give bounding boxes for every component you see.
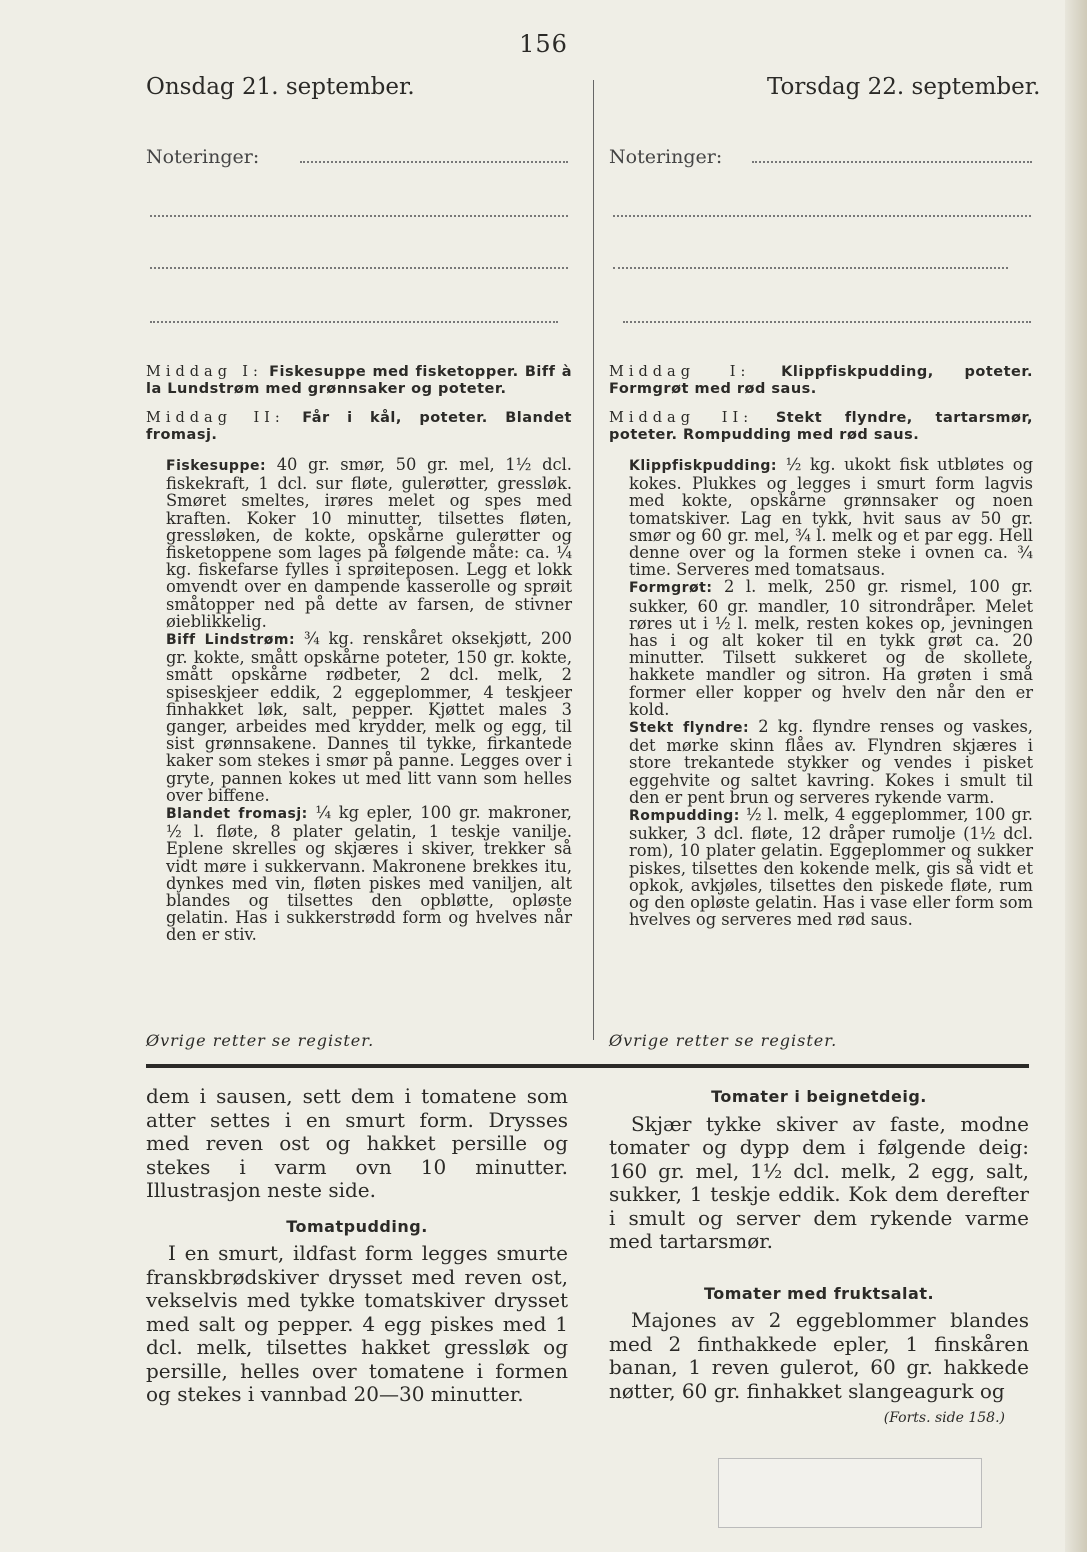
recipe-text: 40 gr. smør, 50 gr. mel, 1½ dcl. fiskekraft, 1 dcl. sur fløte, gulerøtter, gressløk. Smøret smeltes, irøres melet og spes med kraften. Koker 10 minutter, tilsettes fløten, gressløken, de kokte, opskårne gulerøtter og fisketoppene som lages på følgende måte: ca. ¼ kg. fiskefarse fylles i sprøiteposen. Legg et lokk omvendt over en dampende kasserolle og sprøit småtopper ned på dette av farsen, de stivner øieblikkelig. [166, 455, 572, 631]
notes-line-left [300, 160, 568, 163]
menu-text: Stekt flyndre, tartarsmør, poteter. Rompudding med rød saus. [609, 410, 1033, 443]
recipe-text: ½ kg. ukokt fisk utbløtes og kokes. Plukkes og legges i smurt form lagvis med kokte, opskårne grønnsaker og noen tomatskiver. Lag en tykk, hvit saus av 50 gr. smør og 60 gr. mel, ¾ l. melk og et par egg. Hell denne over og la formen steke i ovnen ca. ¾ time. Serveres med tomatsaus. [629, 455, 1033, 580]
notes-line-right [752, 160, 1032, 163]
heading-tomater-i-beignetdeig: Tomater i beignetdeig. [711, 1087, 927, 1106]
notes-line-right [623, 320, 1031, 323]
menu-label: Middag II: [146, 410, 285, 426]
recipe-title: Formgrøt: [629, 580, 713, 597]
notes-line-left [150, 214, 568, 217]
recipe-klippfiskpudding [609, 456, 1033, 578]
menu-2-right [609, 410, 1033, 444]
left-recipes [146, 364, 572, 944]
menu-label: Middag II: [609, 410, 754, 426]
recipe-title: Blandet fromasj: [166, 806, 308, 823]
menu-label: Middag I: [609, 364, 751, 380]
date-heading-left: Onsdag 21. september. [146, 74, 415, 100]
menu-2-left [146, 410, 572, 444]
notes-line-right [613, 266, 1008, 269]
recipe-text: ½ l. melk, 4 eggeplommer, 100 gr. sukker, 3 dcl. fløte, 12 dråper rumolje (1½ dcl. rom), 10 plater gelatin. Eggeplommer og sukker piskes, tilsettes den kokende melk, gis så vidt et opkok, avkjøles, tilsettes den piskede fløte, rum og den opløste gelatin. Has i vase eller form som hvelves og serveres med rød saus. [629, 805, 1033, 930]
recipe-formgrot [609, 578, 1033, 718]
notes-label-left: Noteringer: [146, 146, 260, 168]
heading-tomatpudding: Tomatpudding. [286, 1216, 428, 1236]
right-recipes [609, 364, 1033, 928]
lower-left-text [146, 1085, 568, 1407]
lower-right-text [609, 1085, 1029, 1431]
recipe-title: Stekt flyndre: [629, 720, 750, 737]
section-rule [146, 1064, 1029, 1068]
recipe-stekt-flyndre [609, 718, 1033, 806]
recipe-title: Biff Lindstrøm: [166, 632, 296, 649]
recipe-rompudding [609, 806, 1033, 928]
recipe-text: 2 kg. flyndre renses og vaskes, det mørke skinn flåes av. Flyndren skjæres i store trekantede stykker og vendes i pisket eggehvite og saltet kavring. Kokes i smult til den er pent brun og serveres rykende varm. [629, 717, 1033, 807]
menu-text: Klippfiskpudding, poteter. Formgrøt med rød saus. [609, 364, 1033, 397]
recipe-text: 2 l. melk, 250 gr. rismel, 100 gr. sukker, 60 gr. mandler, 10 sitrondråper. Melet røres ut i ½ l. melk, resten kokes op, jevningen has i og alt koker til en tykk grøt ca. 20 minutter. Tilsett sukkeret og de skollete, hakkete mandler og sitron. Ha grøten i små former eller kopper og hvelv den når den er kold. [629, 577, 1033, 719]
menu-label: Middag I: [146, 364, 263, 380]
menu-1-left [146, 364, 572, 398]
notes-line-left [150, 266, 568, 269]
paragraph: dem i sausen, sett dem i tomatene som atter settes i en smurt form. Drysses med reven ost og hakket persille og stekes i varm ovn 10 minutter. Illustrasjon neste side. [146, 1084, 568, 1202]
date-heading-right: Torsdag 22. september. [767, 74, 1041, 100]
page-edge [1065, 0, 1087, 1552]
paragraph: Majones av 2 eggeblommer blandes med 2 finthakkede epler, 1 finskåren banan, 1 reven gulerot, 60 gr. hakkede nøtter, 60 gr. finhakket slangeagurk og [609, 1308, 1029, 1403]
recipe-blandet-fromasj [146, 804, 572, 944]
notes-line-right [613, 214, 1031, 217]
recipe-fiskesuppe [146, 456, 572, 630]
menu-1-right [609, 364, 1033, 398]
continued-note: (Forts. side 158.) [883, 1410, 1005, 1426]
paragraph: Skjær tykke skiver av faste, modne tomater og dypp dem i følgende deig: 160 gr. mel, 1½ dcl. melk, 2 egg, salt, sukker, 1 teskje eddik. Kok dem derefter i smult og server dem rykende varme med tartarsmør. [609, 1111, 1029, 1253]
recipe-title: Rompudding: [629, 808, 740, 825]
notes-line-left [150, 320, 558, 323]
tape-mark [718, 1458, 982, 1528]
menu-text: Får i kål, poteter. Blandet fromasj. [146, 410, 572, 443]
notes-label-right: Noteringer: [609, 146, 723, 168]
recipe-text: ¼ kg epler, 100 gr. makroner, ½ l. fløte, 8 plater gelatin, 1 teskje vanilje. Eplene skrelles og skjæres i skiver, trekker så vidt møre i sukkervann. Makronene brekkes itu, dynkes med vin, fløten piskes med vaniljen, alt blandes og tilsettes den opbløtte, opløste gelatin. Has i sukkerstrødd form og hvelves når den er stiv. [166, 803, 572, 945]
page-number: 156 [519, 30, 568, 58]
recipe-title: Fiskesuppe: [166, 458, 267, 474]
recipe-text: ¾ kg. renskåret oksekjøtt, 200 gr. kokte, smått opskårne poteter, 150 gr. kokte, smått opskårne rødbeter, 2 dcl. melk, 2 spiseskjeer eddik, 2 eggeplommer, 4 teskjeer finhakket løk, salt, pepper. Kjøttet males 3 ganger, arbeides med krydder, melk og egg, til sist grønnsakene. Dannes til tykke, firkantede kaker som stekes i smør på panne. Legges over i gryte, pannen kokes ut med litt vann som helles over biffene. [166, 629, 572, 805]
menu-text: Fiskesuppe med fisketopper. Biff à la Lundstrøm med grønnsaker og poteter. [146, 364, 572, 397]
heading-tomater-med-fruktsalat: Tomater med fruktsalat. [703, 1283, 935, 1303]
recipe-biff-lindstrom [146, 630, 572, 804]
footer-note-left: Øvrige retter se register. [146, 1031, 375, 1050]
recipe-title: Klippfiskpudding: [629, 458, 777, 474]
footer-note-right: Øvrige retter se register. [609, 1031, 838, 1050]
paragraph: I en smurt, ildfast form legges smurte franskbrødskiver drysset med reven ost, vekselvis med tykke tomatskiver drysset med salt og pepper. 4 egg piskes med 1 dcl. melk, tilsettes hakket gressløk og persille, helles over tomatene i formen og stekes i vannbad 20—30 minutter. [146, 1241, 568, 1406]
column-divider [593, 80, 594, 1040]
